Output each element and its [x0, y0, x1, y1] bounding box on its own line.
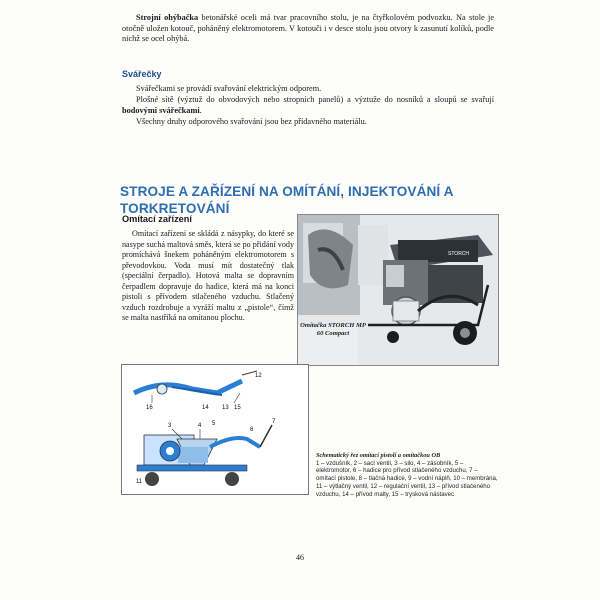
- schematic-caption-body: 1 – vzdušník, 2 – sací ventil, 3 – silo, 4 – zásobník, 5 – elektromotor, 6 – hadice pro přívod stlačeného vzduchu, 7 – omítací pistole, 8 – tlačná hadice, 9 – vodní náplň, 10 – membrána, 11 – výtlačný ventil, 12 – regulační ventil, 13 – přívod stlačeného vzduchu, 14 – přívod malty, 15 – trysková nástavec: [316, 459, 498, 498]
- machine-brand-label: STORCH: [448, 251, 470, 257]
- welders-p2-bold: bodovými svářečkami: [122, 105, 200, 115]
- plastering-schematic: [121, 364, 309, 495]
- welders-p2-text: Plošné sítě (výztuž do obvodových nebo stropních panelů) a výztuže do nosníků a sloupů se svařují: [136, 95, 494, 104]
- welders-paragraph-2: [122, 95, 494, 116]
- section-body-text: Omítací zařízení se skládá z násypky, do které se nasype suchá maltová směs, která se po přidání vody promíchává šnekem poháněným elektromotorem s převodovkou. Voda musí mít dostatečný tlak (speciální čerpadlo). Hotová malta se dopravním čerpadlem dopravuje do hadice, která má na konci pistoli s přívodem stlačeného vzduchu. Stlačený vzduch rozdrobuje a vyráží maltu z „pistole“, čímž se malta nastříká na omítanou plochu.: [122, 229, 294, 322]
- label-14: 14: [202, 405, 209, 411]
- label-13: 13: [222, 405, 229, 411]
- welders-p2-end: .: [199, 105, 202, 115]
- label-5: 5: [212, 421, 216, 427]
- label-16: 16: [146, 405, 153, 411]
- schematic-caption-title: Schematický řez omítací pistolí a omítačkou OB: [316, 452, 441, 459]
- welders-paragraph-1: [122, 84, 494, 95]
- section-body: [122, 229, 294, 324]
- schematic-caption: [316, 452, 498, 498]
- page-number: 46: [296, 553, 304, 562]
- label-12: 12: [255, 373, 262, 379]
- label-4: 4: [198, 423, 202, 429]
- welders-p3-text: Všechny druhy odporového svařování jsou bez přídavného materiálu.: [136, 117, 367, 126]
- welders-p1-text: Svářečkami se provádí svařování elektrickým odporem.: [136, 84, 322, 93]
- section-subheading: Omítací zařízení: [122, 214, 192, 224]
- intro-bold-term: Strojní ohýbačka: [136, 13, 199, 22]
- label-3: 3: [168, 423, 172, 429]
- label-11: 11: [136, 479, 143, 485]
- section-title: STROJE A ZAŘÍZENÍ NA OMÍTÁNÍ, INJEKTOVÁNÍ A TORKRETOVÁNÍ: [120, 184, 454, 216]
- label-15: 15: [234, 405, 241, 411]
- photo-caption: Omítačka STORCH MP 60 Compact: [300, 322, 366, 337]
- welders-paragraph-3: [122, 117, 494, 128]
- machine-photo: [297, 214, 499, 366]
- intro-paragraph: [122, 13, 494, 45]
- machine-photo-image: [298, 215, 498, 365]
- label-6: 6: [250, 427, 254, 433]
- welders-heading: Svářečky: [122, 69, 162, 79]
- label-7: 7: [272, 419, 276, 425]
- schematic-drawing: [122, 365, 308, 494]
- intro-text: betonářské oceli má tvar pracovního stolu, je na čtyřkolovém podvozku. Na stole je otočně uložen kotouč, poháněný elektromotorem. V kotouči i v desce stolu jsou otvory k zasunutí kolíků, podle nichž se ocel ohýbá.: [122, 13, 495, 44]
